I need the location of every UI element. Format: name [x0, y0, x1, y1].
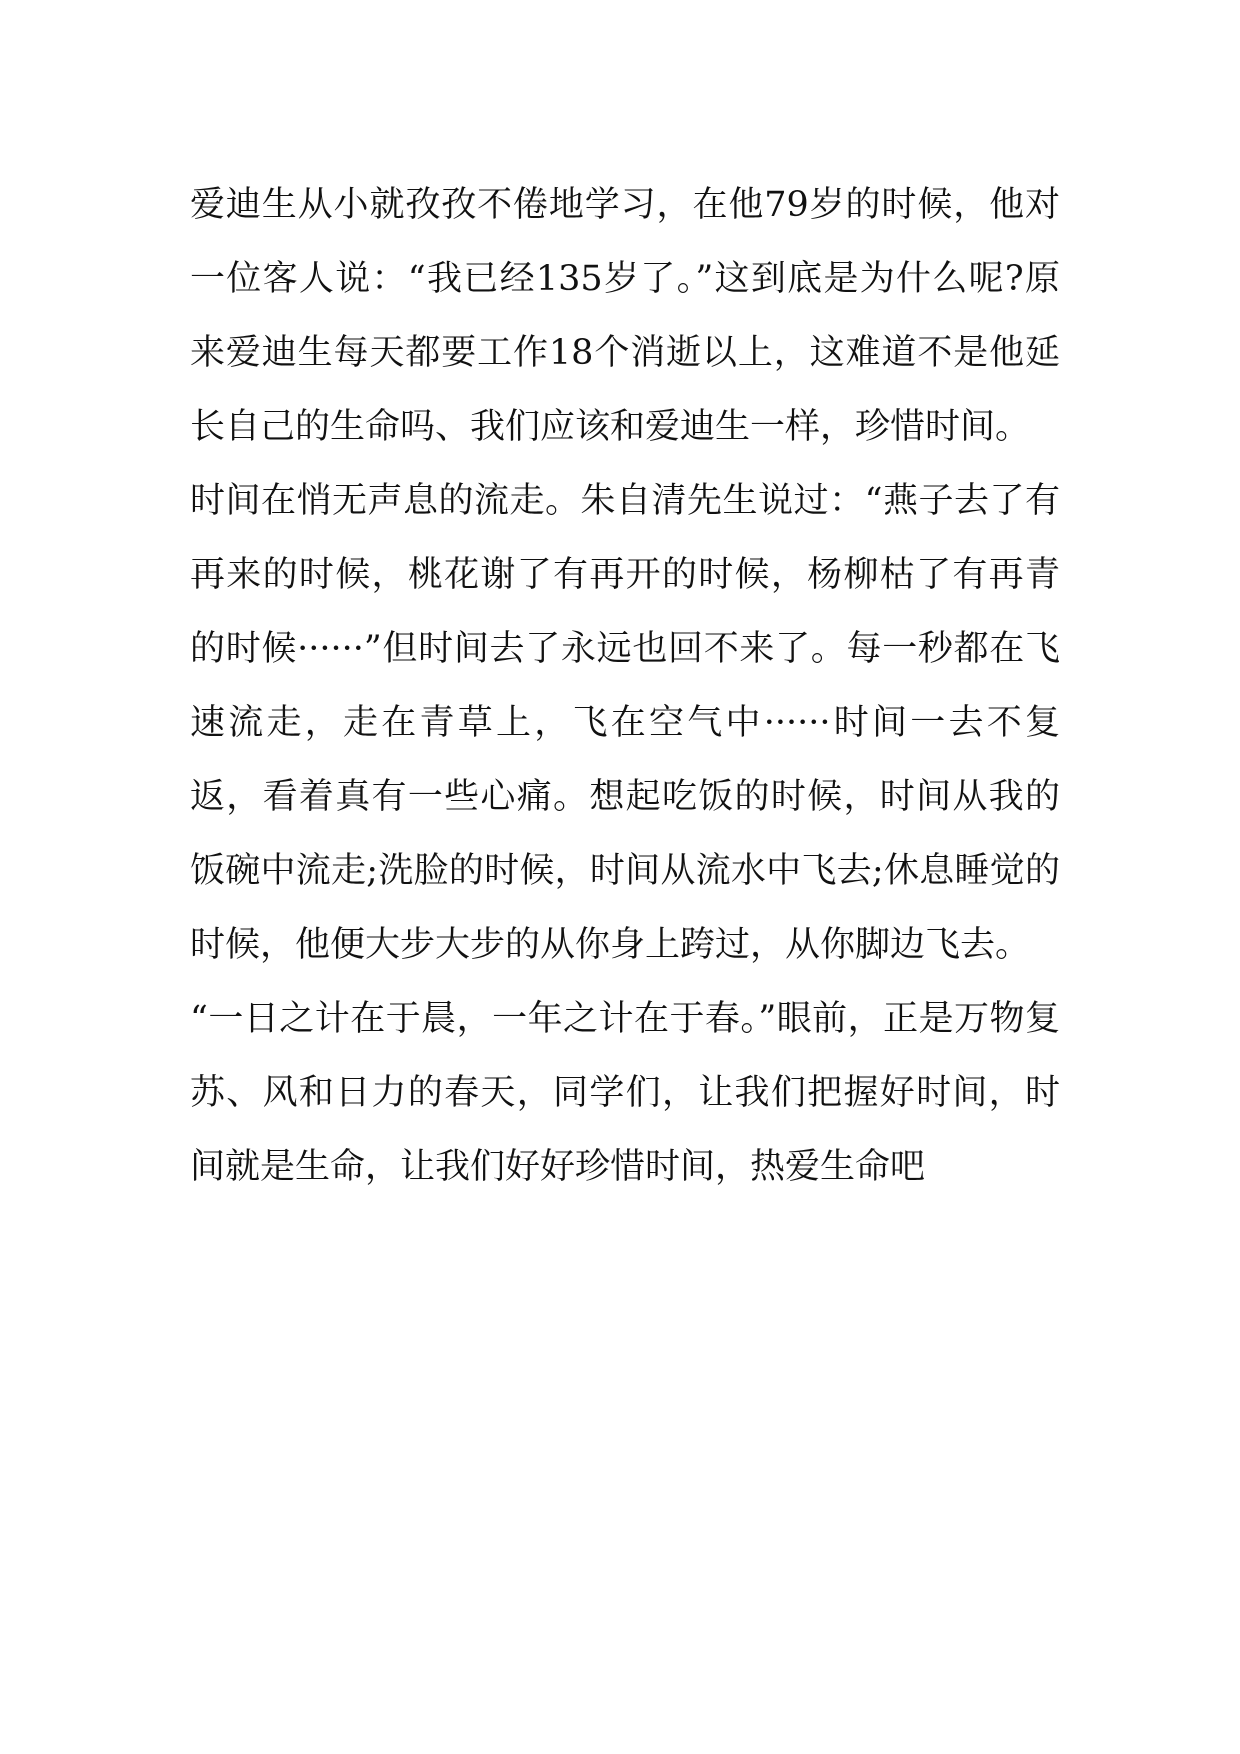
paragraph-spring: “一日之计在于晨，一年之计在于春。”眼前，正是万物复苏、风和日力的春天，同学们，让我们把握好时间，时间就是生命，让我们好好珍惜时间，热爱生命吧	[190, 999, 1060, 1187]
paragraph-time-flowing: 时间在悄无声息的流走。朱自清先生说过：“燕子去了有再来的时候，桃花谢了有再开的时候，杨柳枯了有再青的时候······”但时间去了永远也回不来了。每一秒都在飞速流走，走在青草上，飞在空气中······时间一去不复返，看着真有一些心痛。想起吃饭的时候，时间从我的饭碗中流走;洗脸的时候，时间从流水中飞去;休息睡觉的时候，他便大步大步的从你身上跨过，从你脚边飞去。	[190, 481, 1060, 965]
paragraph-edison: 爱迪生从小就孜孜不倦地学习，在他79岁的时候，他对一位客人说：“我已经135岁了。”这到底是为什么呢?原来爱迪生每天都要工作18个消逝以上，这难道不是他延长自己的生命吗、我们应该和爱迪生一样，珍惜时间。	[190, 185, 1060, 447]
document-body	[190, 168, 1060, 1204]
